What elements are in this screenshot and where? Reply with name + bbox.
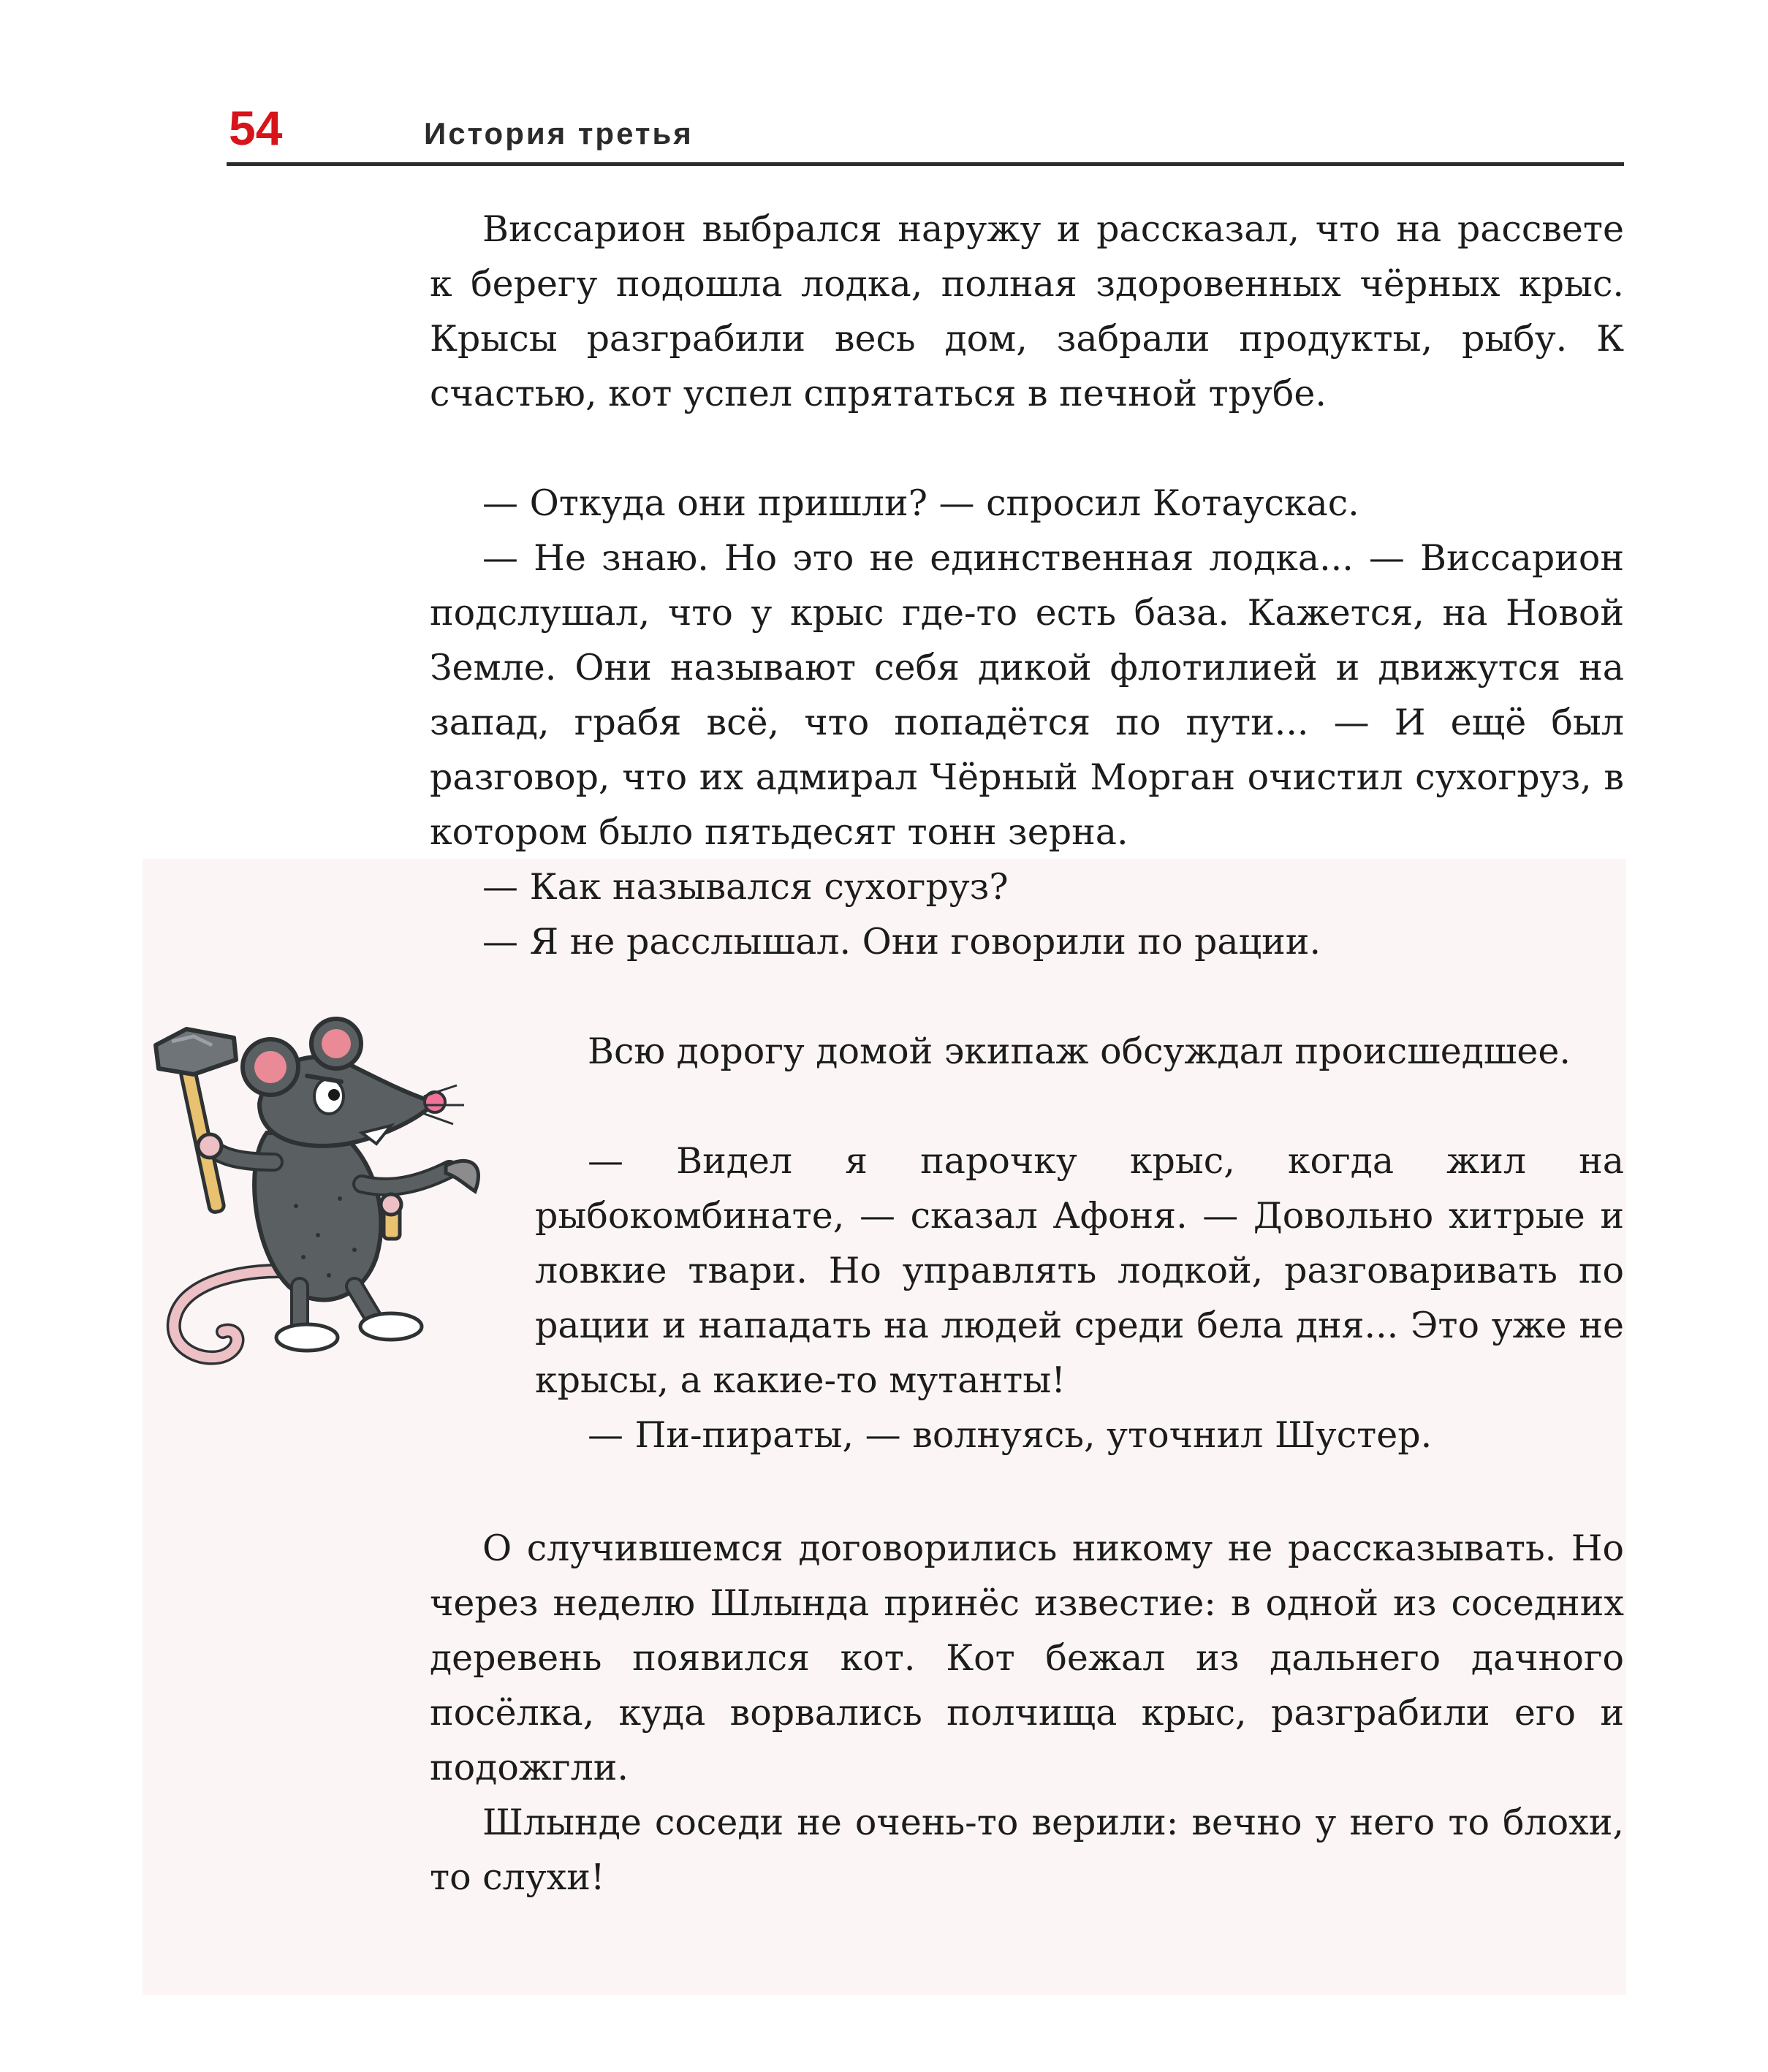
running-header: [227, 102, 1624, 166]
paragraph: Виссарион выбрался наружу и рассказал, что на рассвете к берегу подошла лодка, полная здоровенных чёрных крыс. Крысы разграбили весь дом, забрали продукты, рыбу. К счастью, кот успел спрятаться в печной трубе.: [430, 208, 1624, 414]
rat-foot: [360, 1313, 422, 1340]
paragraph: — Пи-пираты, — волнуясь, уточнил Шустер.: [588, 1414, 1433, 1456]
paragraph: Всю дорогу домой экипаж обсуждал происшедшее.: [588, 1031, 1571, 1072]
rat-foot: [276, 1324, 338, 1351]
rat-illustration: [143, 1016, 501, 1389]
paragraph: — Откуда они пришли? — спросил Котаускас.: [482, 482, 1359, 524]
paragraph: — Я не расслышал. Они говорили по рации.: [482, 921, 1321, 963]
page-number: 54: [229, 101, 283, 155]
paragraph: — Не знаю. Но это не единственная лодка... — Виссарион подслушал, что у крыс где-то есть база. Кажется, на Новой Земле. Они называют себя дикой флотилией и движутся на запад, грабя всё, что попадётся по пути... — И ещё был разговор, что их адмирал Чёрный Морган очистил сухогруз, в котором было пятьдесят тонн зерна.: [430, 537, 1624, 853]
chapter-title: История третья: [424, 116, 694, 151]
paragraph: Шлынде соседи не очень-то верили: вечно у него то блохи, то слухи!: [430, 1802, 1624, 1898]
paragraph: — Как назывался сухогруз?: [482, 866, 1009, 908]
paragraph: — Видел я парочку крыс, когда жил на рыбокомбинате, — сказал Афоня. — Довольно хитрые и ловкие твари. Но управлять лодкой, разговаривать по рации и нападать на людей среди бела дня... Это уже не крысы, а какие-то мутанты!: [535, 1140, 1624, 1401]
knife-blade: [446, 1161, 478, 1191]
paragraph: О случившемся договорились никому не рассказывать. Но через неделю Шлында принёс известие: в одной из соседних деревень появился кот. Кот бежал из дальнего дачного посёлка, куда ворвались полчища крыс, разграбили его и подожгли.: [430, 1528, 1624, 1788]
